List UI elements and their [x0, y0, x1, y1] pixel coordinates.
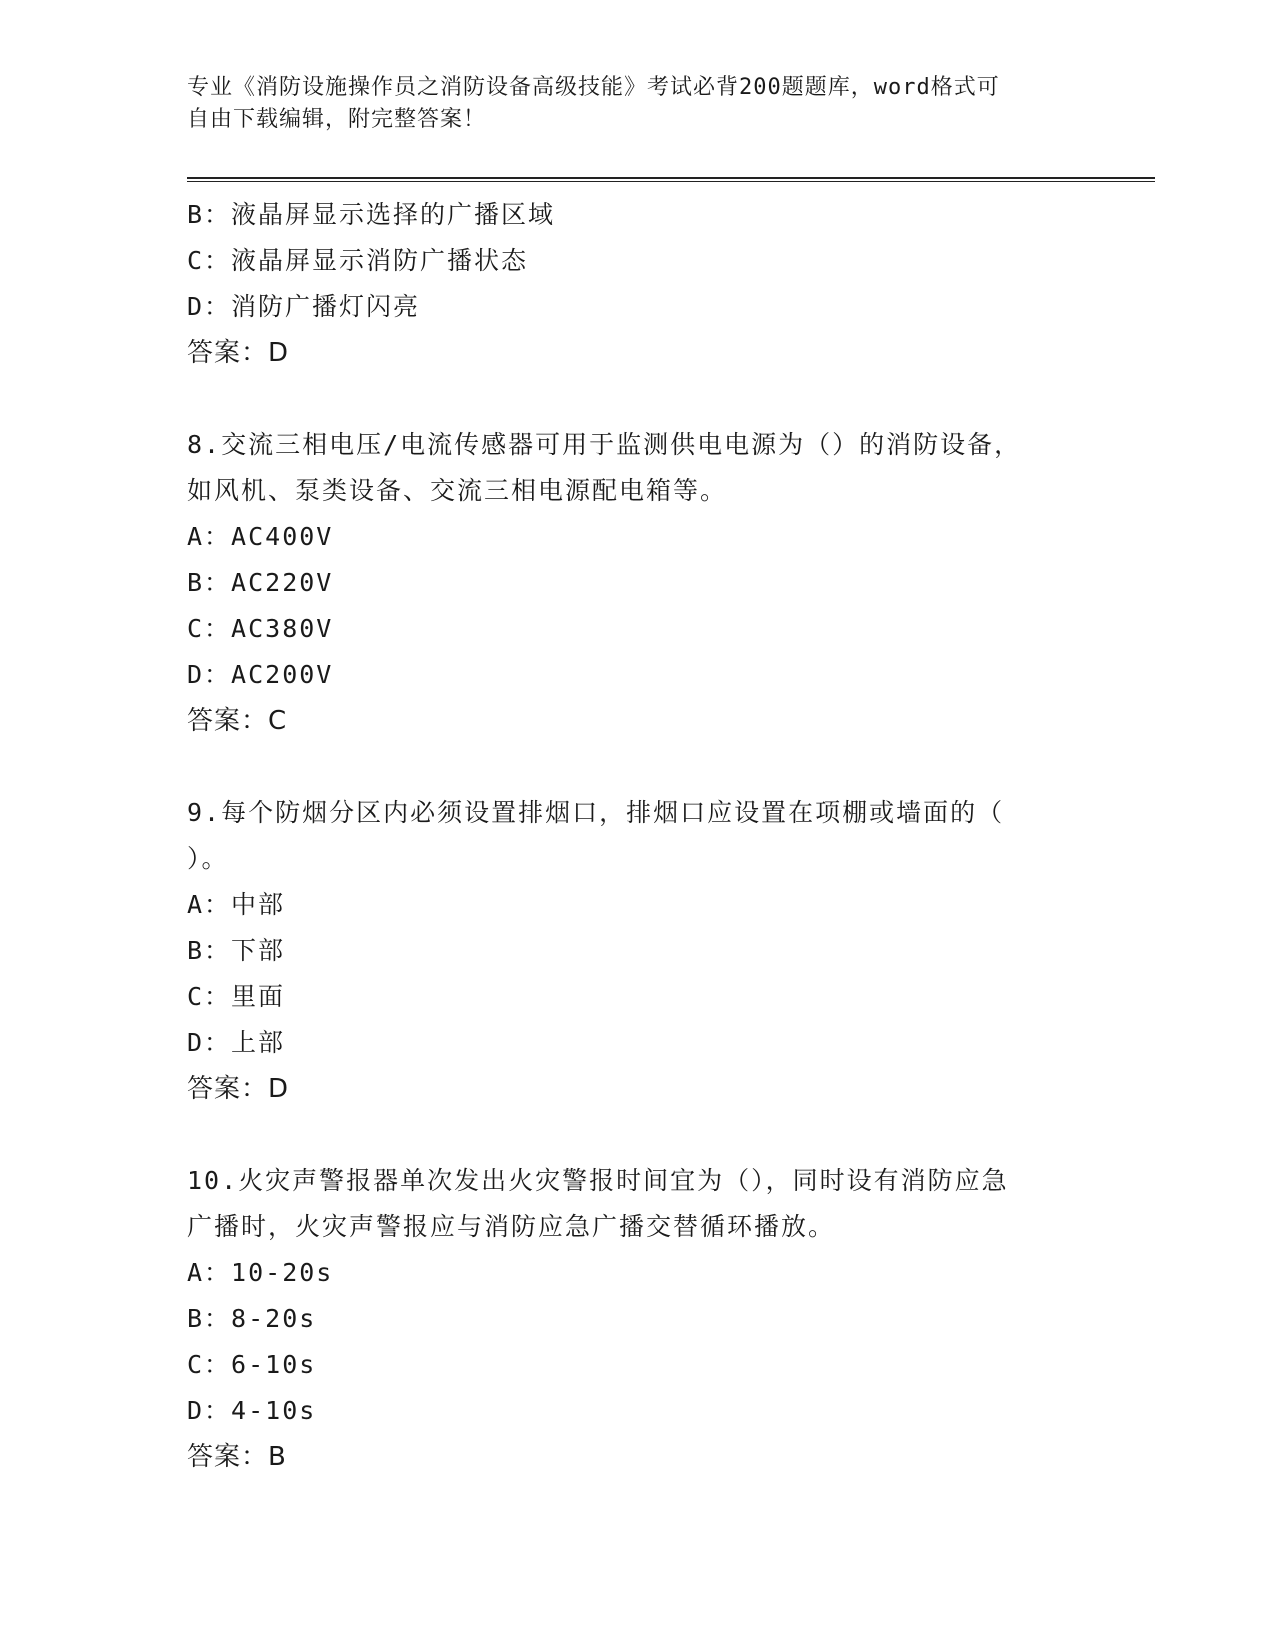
option-d: D：消防广播灯闪亮: [187, 292, 421, 321]
option-d: D：4-10s: [187, 1396, 317, 1425]
option-b: B：下部: [187, 936, 286, 965]
option-d: D：上部: [187, 1028, 286, 1057]
question-text-line-2: 如风机、泵类设备、交流三相电源配电箱等。: [187, 476, 728, 505]
header-divider: [187, 177, 1155, 182]
option-d: D：AC200V: [187, 660, 334, 689]
answer: 答案：D: [187, 1074, 290, 1104]
answer: 答案：D: [187, 338, 290, 368]
option-b: B：液晶屏显示选择的广播区域: [187, 200, 556, 229]
question-7: [187, 192, 1087, 376]
option-a: A：AC400V: [187, 522, 334, 551]
header-line-1: 专业《消防设施操作员之消防设备高级技能》考试必背200题题库，word格式可: [187, 75, 1000, 100]
option-b: B：8-20s: [187, 1304, 317, 1333]
question-text-line-2: ）。: [187, 844, 229, 873]
header-line-2: 自由下载编辑，附完整答案！: [187, 107, 487, 132]
question-text-line-1: 9.每个防烟分区内必须设置排烟口，排烟口应设置在项棚或墙面的（: [187, 798, 1005, 827]
option-c: C：里面: [187, 982, 286, 1011]
option-c: C：6-10s: [187, 1350, 317, 1379]
question-10: [187, 1158, 1087, 1480]
question-8: [187, 422, 1087, 744]
option-a: A：10-20s: [187, 1258, 334, 1287]
option-c: C：AC380V: [187, 614, 334, 643]
question-text-line-1: 10.火灾声警报器单次发出火灾警报时间宜为（），同时设有消防应急: [187, 1166, 1009, 1195]
question-text-line-2: 广播时，火灾声警报应与消防应急广播交替循环播放。: [187, 1212, 836, 1241]
question-9: [187, 790, 1087, 1112]
answer: 答案：C: [187, 706, 288, 736]
answer: 答案：B: [187, 1442, 287, 1472]
document-header: [187, 72, 1067, 136]
option-b: B：AC220V: [187, 568, 334, 597]
question-list: [187, 192, 1087, 1480]
option-a: A：中部: [187, 890, 286, 919]
option-c: C：液晶屏显示消防广播状态: [187, 246, 529, 275]
question-text-line-1: 8.交流三相电压/电流传感器可用于监测供电电源为（）的消防设备，: [187, 430, 1022, 459]
